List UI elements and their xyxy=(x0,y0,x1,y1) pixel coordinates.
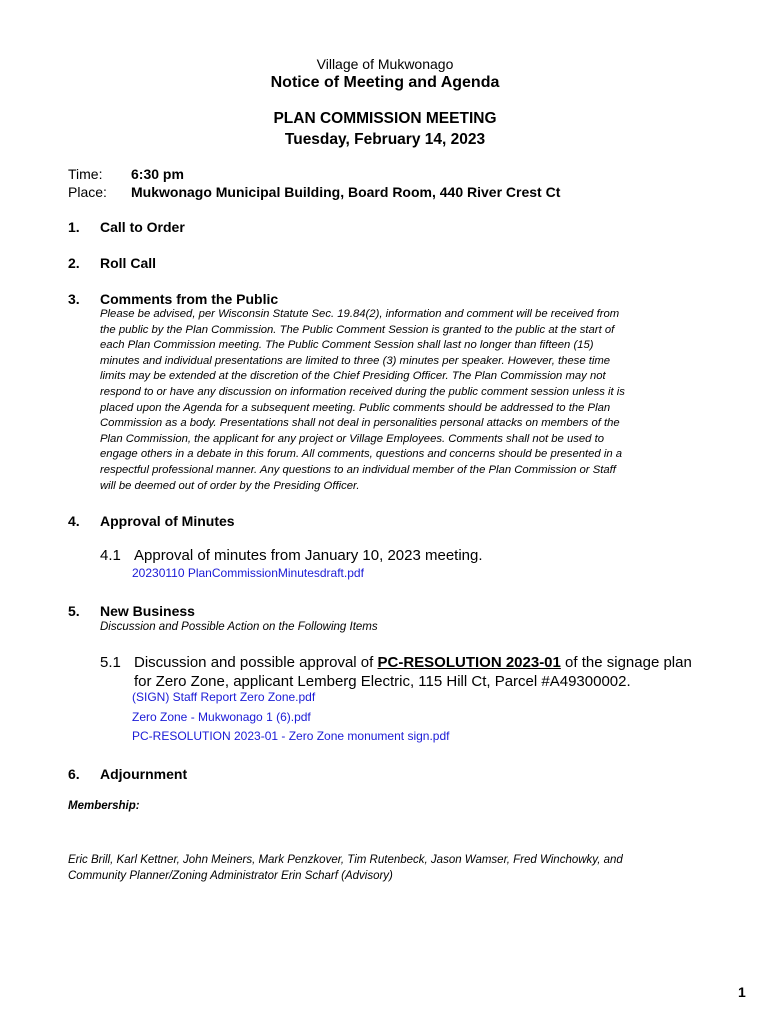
membership-line: Community Planner/Zoning Administrator Erin Scharf (Advisory) xyxy=(68,870,393,882)
notice-line: each Plan Commission meeting. The Public Comment Session shall last no longer than fifteen (15) xyxy=(100,339,594,352)
place-value: Mukwonago Municipal Building, Board Room, 440 River Crest Ct xyxy=(131,184,561,200)
attachment-link-resolution[interactable]: PC-RESOLUTION 2023-01 - Zero Zone monument sign.pdf xyxy=(132,729,450,743)
notice-line: minutes and individual presentations are limited to three (3) minutes per speaker. However, these time xyxy=(100,354,611,367)
subitem-approval-minutes: Approval of minutes from January 10, 2023 meeting. xyxy=(134,547,483,564)
notice-line: Commission as a body. Presentations shall not deal in personalities personal attacks on members of the xyxy=(100,417,620,430)
notice-line: respectful professional manner. Any questions to an individual member of the Plan Commission or Staff xyxy=(100,463,616,476)
public-comment-notice xyxy=(100,307,700,494)
item-public-comments: Comments from the Public xyxy=(100,291,279,307)
subitem-text: Discussion and possible approval of xyxy=(134,654,378,671)
notice-line: respond to or have any discussion on information received during the public comment session unless it is xyxy=(100,385,625,398)
item-number: 3. xyxy=(68,291,80,307)
item-adjournment: Adjournment xyxy=(100,766,188,782)
membership-list xyxy=(68,852,708,884)
page-number: 1 xyxy=(738,984,746,1000)
subitem-signage-plan-line2: for Zero Zone, applicant Lemberg Electric, 115 Hill Ct, Parcel #A49300002. xyxy=(134,673,631,690)
membership-line: Eric Brill, Karl Kettner, John Meiners, Mark Penzkover, Tim Rutenbeck, Jason Wamser, Fred Winchowky, and xyxy=(68,854,623,866)
new-business-subtitle: Discussion and Possible Action on the Following Items xyxy=(100,621,378,633)
notice-line: placed upon the Agenda for a subsequent meeting. Public comments should be addressed to the Plan xyxy=(100,401,611,414)
notice-line: will be deemed out of order by the Presiding Officer. xyxy=(100,479,360,492)
item-number: 2. xyxy=(68,255,80,271)
notice-line: Please be advised, per Wisconsin Statute Sec. 19.84(2), information and comment will be received from xyxy=(100,308,620,320)
time-label: Time: xyxy=(68,166,103,182)
subitem-number: 4.1 xyxy=(100,547,121,564)
item-approval-of-minutes: Approval of Minutes xyxy=(100,513,235,529)
attachment-link-staff-report[interactable]: (SIGN) Staff Report Zero Zone.pdf xyxy=(132,690,316,704)
subitem-text: of the signage plan xyxy=(560,654,692,671)
item-number: 5. xyxy=(68,603,80,619)
item-number: 1. xyxy=(68,219,80,235)
item-number: 4. xyxy=(68,513,80,529)
item-call-to-order: Call to Order xyxy=(100,219,185,235)
notice-line: the public by the Plan Commission. The Public Comment Session is granted to the public at the start of xyxy=(100,323,615,336)
attachment-link-minutes[interactable]: 20230110 PlanCommissionMinutesdraft.pdf xyxy=(132,566,364,580)
subitem-signage-plan xyxy=(134,654,692,671)
item-roll-call: Roll Call xyxy=(100,255,157,271)
item-new-business: New Business xyxy=(100,603,195,619)
attachment-link-zero-zone[interactable]: Zero Zone - Mukwonago 1 (6).pdf xyxy=(132,710,311,724)
meeting-title: PLAN COMMISSION MEETING xyxy=(273,110,497,127)
notice-title: Notice of Meeting and Agenda xyxy=(270,74,500,91)
membership-label: Membership: xyxy=(68,800,140,812)
notice-line: engage others in a debate in this forum. All comments, questions and concerns should be presented in a xyxy=(100,448,623,461)
time-value: 6:30 pm xyxy=(131,166,184,182)
place-label: Place: xyxy=(68,184,107,200)
meeting-date: Tuesday, February 14, 2023 xyxy=(284,131,486,148)
notice-line: limits may be extended at the discretion of the Chief Presiding Officer. The Plan Commission may not xyxy=(100,370,606,383)
subitem-number: 5.1 xyxy=(100,654,121,671)
notice-line: Plan Commission, the applicant for any project or Village Employees. Comments shall not be used to xyxy=(100,432,605,445)
item-number: 6. xyxy=(68,766,80,782)
resolution-link[interactable]: PC-RESOLUTION 2023-01 xyxy=(377,654,561,671)
village-name: Village of Mukwonago xyxy=(316,56,454,72)
